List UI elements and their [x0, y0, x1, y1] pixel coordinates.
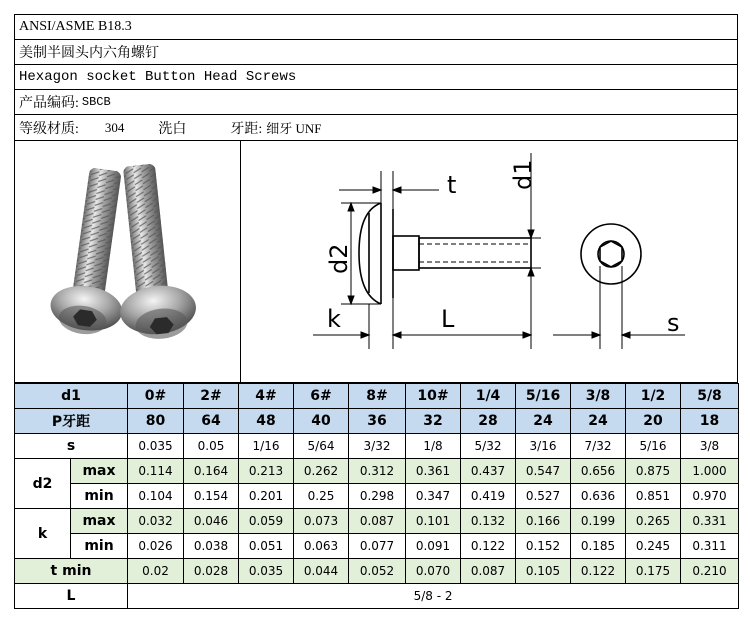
spec-sheet — [14, 14, 738, 610]
table-cell: 0.210 — [681, 559, 739, 584]
row-d2-min — [15, 484, 739, 509]
table-cell: 7/32 — [571, 434, 626, 459]
table-cell: 0.02 — [128, 559, 184, 584]
hex-socket-outline — [600, 241, 622, 267]
max-label: max — [71, 509, 128, 534]
title-cn: 美制半圆头内六角螺钉 — [19, 46, 159, 61]
table-cell: 0.201 — [239, 484, 294, 509]
title-en: Hexagon socket Button Head Screws — [19, 69, 297, 85]
table-cell: 5/32 — [461, 434, 516, 459]
row-t-min — [15, 559, 739, 584]
table-cell: 0.052 — [349, 559, 406, 584]
table-cell: 0.154 — [184, 484, 239, 509]
table-cell: 0.051 — [239, 534, 294, 559]
row-pitch — [15, 409, 739, 434]
table-cell: 0.101 — [406, 509, 461, 534]
table-cell: 0.527 — [516, 484, 571, 509]
table-cell: 0.437 — [461, 459, 516, 484]
row-label-tmin: t min — [15, 559, 128, 584]
label-k: k — [327, 305, 341, 333]
table-cell: 24 — [516, 409, 571, 434]
pitch-value: 细牙 UNF — [266, 121, 322, 136]
head-top-circle — [581, 224, 641, 284]
table-cell: 0.25 — [294, 484, 349, 509]
label-L: L — [441, 305, 455, 333]
grade-value: 304 — [104, 119, 125, 135]
table-cell: 3/32 — [349, 434, 406, 459]
table-cell: 5/64 — [294, 434, 349, 459]
dimension-diagram — [241, 141, 737, 382]
table-cell: 0.073 — [294, 509, 349, 534]
col-header: 6# — [294, 384, 349, 409]
table-cell: 0.063 — [294, 534, 349, 559]
table-cell: 0.032 — [128, 509, 184, 534]
row-k-max — [15, 509, 739, 534]
table-cell: 64 — [184, 409, 239, 434]
table-cell: 0.851 — [626, 484, 681, 509]
grade-label: 等级材质: — [19, 121, 79, 137]
title-cn-row — [14, 39, 738, 64]
button-head-outline — [359, 203, 381, 304]
row-s — [15, 434, 739, 459]
table-cell: 0.245 — [626, 534, 681, 559]
table-cell: 48 — [239, 409, 294, 434]
col-header: 3/8 — [571, 384, 626, 409]
col-header: 5/8 — [681, 384, 739, 409]
col-header: 1/2 — [626, 384, 681, 409]
table-cell: 18 — [681, 409, 739, 434]
col-header: 4# — [239, 384, 294, 409]
table-cell: 0.087 — [349, 509, 406, 534]
table-cell: 80 — [128, 409, 184, 434]
table-cell: 0.547 — [516, 459, 571, 484]
table-cell: 0.038 — [184, 534, 239, 559]
image-row — [14, 140, 738, 383]
table-cell: 0.026 — [128, 534, 184, 559]
table-cell: 0.656 — [571, 459, 626, 484]
thread-body — [419, 238, 531, 268]
row-label-s: s — [15, 434, 128, 459]
technical-drawing — [241, 141, 737, 382]
table-cell: 3/16 — [516, 434, 571, 459]
table-cell: 0.347 — [406, 484, 461, 509]
table-cell: 36 — [349, 409, 406, 434]
col-header: 10# — [406, 384, 461, 409]
table-cell: 0.199 — [571, 509, 626, 534]
table-cell: 0.312 — [349, 459, 406, 484]
row-d2-max — [15, 459, 739, 484]
table-cell: 1/16 — [239, 434, 294, 459]
table-cell: 0.164 — [184, 459, 239, 484]
col-header: 2# — [184, 384, 239, 409]
table-cell: 32 — [406, 409, 461, 434]
row-label-d1: d1 — [15, 384, 128, 409]
table-cell: 0.152 — [516, 534, 571, 559]
table-cell: 1.000 — [681, 459, 739, 484]
min-label: min — [71, 534, 128, 559]
table-cell: 0.122 — [571, 559, 626, 584]
min-label: min — [71, 484, 128, 509]
table-cell: 40 — [294, 409, 349, 434]
label-s: s — [667, 309, 680, 337]
table-cell: 0.104 — [128, 484, 184, 509]
table-cell: 1/8 — [406, 434, 461, 459]
table-cell: 0.419 — [461, 484, 516, 509]
row-d1 — [15, 384, 739, 409]
col-header: 0# — [128, 384, 184, 409]
table-cell: 5/16 — [626, 434, 681, 459]
table-cell: 0.077 — [349, 534, 406, 559]
table-cell: 0.311 — [681, 534, 739, 559]
table-cell: 0.044 — [294, 559, 349, 584]
table-cell: 0.132 — [461, 509, 516, 534]
table-cell: 28 — [461, 409, 516, 434]
table-cell: 0.265 — [626, 509, 681, 534]
finish-text: 洗白 — [158, 121, 187, 137]
row-k-min — [15, 534, 739, 559]
table-cell: 24 — [571, 409, 626, 434]
table-cell: 0.970 — [681, 484, 739, 509]
row-L — [15, 584, 739, 609]
row-label-L: L — [15, 584, 128, 609]
table-cell: 0.166 — [516, 509, 571, 534]
table-cell: 0.298 — [349, 484, 406, 509]
table-cell: 0.035 — [239, 559, 294, 584]
grade-row — [14, 114, 738, 140]
table-cell: 0.046 — [184, 509, 239, 534]
table-cell: 0.331 — [681, 509, 739, 534]
table-cell: 0.361 — [406, 459, 461, 484]
table-cell: 0.070 — [406, 559, 461, 584]
table-cell: 3/8 — [681, 434, 739, 459]
table-cell: 0.091 — [406, 534, 461, 559]
row-label-k: k — [15, 509, 71, 559]
standard-row — [14, 14, 738, 39]
col-header: 5/16 — [516, 384, 571, 409]
table-cell: 0.262 — [294, 459, 349, 484]
table-cell: 0.175 — [626, 559, 681, 584]
code-value: SBCB — [81, 95, 111, 109]
label-d2: d2 — [325, 243, 353, 274]
pitch-label: 牙距: — [230, 121, 263, 137]
code-label: 产品编码: — [19, 96, 79, 111]
row-label-pitch: P牙距 — [15, 409, 128, 434]
code-row — [14, 89, 738, 114]
spec-table — [14, 383, 739, 609]
standard-text: ANSI/ASME B18.3 — [19, 19, 132, 34]
screw-photo-image — [15, 141, 240, 382]
table-cell: 0.105 — [516, 559, 571, 584]
table-cell: 0.087 — [461, 559, 516, 584]
table-cell: 0.875 — [626, 459, 681, 484]
screw-photo — [15, 141, 241, 382]
table-cell: 20 — [626, 409, 681, 434]
table-cell: 0.213 — [239, 459, 294, 484]
max-label: max — [71, 459, 128, 484]
table-cell: 0.035 — [128, 434, 184, 459]
table-cell: 0.059 — [239, 509, 294, 534]
label-d1: d1 — [509, 159, 537, 190]
title-en-row — [14, 64, 738, 89]
col-header: 8# — [349, 384, 406, 409]
table-cell: 0.636 — [571, 484, 626, 509]
row-label-d2: d2 — [15, 459, 71, 509]
col-header: 1/4 — [461, 384, 516, 409]
table-cell: 0.114 — [128, 459, 184, 484]
length-range-cell: 5/8 - 2 — [128, 584, 739, 609]
table-cell: 0.185 — [571, 534, 626, 559]
table-cell: 0.028 — [184, 559, 239, 584]
table-cell: 0.05 — [184, 434, 239, 459]
label-t: t — [447, 171, 457, 199]
table-cell: 0.122 — [461, 534, 516, 559]
